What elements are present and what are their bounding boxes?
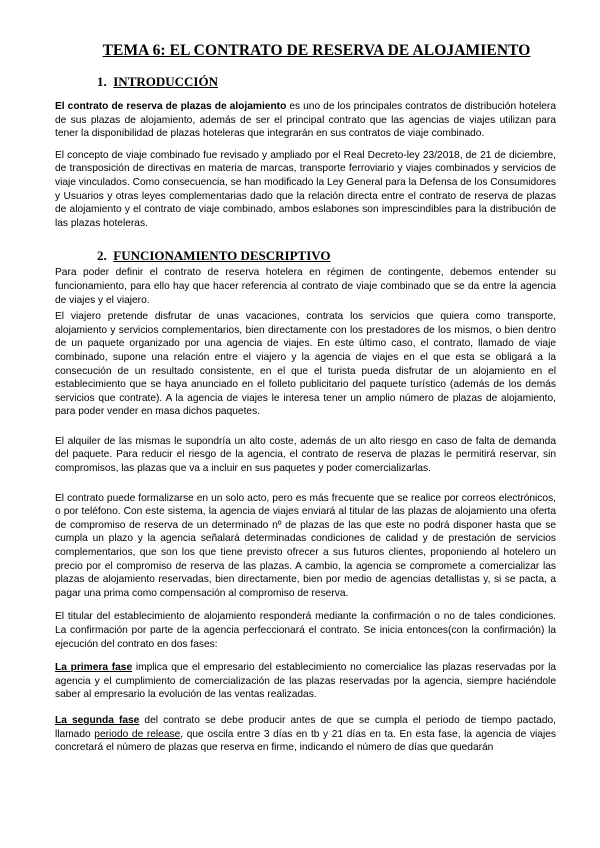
phase-1-paragraph — [55, 661, 556, 702]
func-paragraph-4: El contrato puede formalizarse en un solo acto, pero es más frecuente que se realice por correos electrónicos, o por teléfono. Con este sistema, la agencia de viajes enviará al titular de las plazas de alojamiento una oferta de compromiso de reserva de un determinado nº de plazas de las que este no podrá disponer hasta que se cumpla un plazo y la agencia señalará determinadas condiciones de calidad y de prestación de servicios complementarios, que son los que tiene previsto ofrecer a sus futuros clientes, proponiendo al hotelero un precio por el compromiso de reserva de las plazas. A cambio, la agencia se compromete a comercializar las plazas de alojamiento reservadas, bien directamente, bien por medio de agencias detallistas y, si se pacta, a pagar una prima como compensación al compromiso de reserva. — [55, 492, 556, 599]
section-number: 1. — [97, 74, 107, 89]
func-paragraph-3: El alquiler de las mismas le supondría un alto coste, además de un alto riesgo en caso de falta de demanda del paquete. Para reducir el riesgo de la agencia, el contrato de reserva de plazas le permitirá reservar, sin compromisos, las plazas que va a incluir en sus paquetes y poder comercializarlas. — [55, 435, 556, 475]
section-number: 2. — [97, 248, 107, 264]
document-title: TEMA 6: EL CONTRATO DE RESERVA DE ALOJAMIENTO — [102, 42, 531, 59]
intro-paragraph-2: El concepto de viaje combinado fue revisado y ampliado por el Real Decreto-ley 23/2018, de 21 de diciembre, de transposición de directivas en materia de marcas, transporte ferroviario y viajes combinados y servicios de viaje vinculados. Como consecuencia, se han modificado la Ley General para la Defensa de los Consumidores y Usuarios y otras leyes complementarias dado que la relación directa entre el contrato de reserva de plazas de alojamiento y el contrato de viaje combinado, ambos eslabones son imprescindibles para la distribución de las plazas hoteleras. — [55, 149, 556, 229]
phase-2-label: La segunda fase — [55, 714, 140, 726]
intro-bold-term: El contrato de reserva de plazas de alojamiento — [55, 101, 287, 112]
phase-2-text-a: del contrato se debe producir antes de que se cumpla el periodo de tiempo pactado, llamado — [55, 714, 556, 740]
section-heading-introduccion — [97, 74, 556, 90]
func-paragraph-5: El titular del establecimiento de alojamiento responderá mediante la confirmación o no de tales condiciones. La confirmación por parte de la agencia perfeccionará el contrato. Se inicia entonces(con la confirmación) la ejecución del contrato en dos fases: — [55, 611, 556, 650]
section-title: FUNCIONAMIENTO DESCRIPTIVO — [113, 248, 331, 264]
section-heading-funcionamiento — [97, 248, 556, 264]
release-term: periodo de release — [94, 728, 181, 740]
section-title: INTRODUCCIÓN — [113, 74, 218, 89]
phase-1-label: La primera fase — [55, 662, 133, 674]
phase-2-text-b: , que oscila entre 3 días en tb y 21 días en ta. En esta fase, la agencia de viajes concretará el número de plazas que reserva en firme, indicando el número de días que quedarán — [55, 728, 556, 754]
intro-text: es uno de los principales contratos de distribución hotelera de sus plazas de alojamiento, además de ser el principal contrato que las agencias de viajes utilizan para tener la disponibilidad de plazas hoteleras que integrarán en sus contratos de viaje combinado. — [55, 101, 556, 140]
phase-1-text: implica que el empresario del establecimiento no comercialice las plazas reservadas por la agencia y el cumplimiento de comercialización de las plazas reservadas por la agencia, siempre haciéndole saber al empresario la evolución de las ventas realizadas. — [55, 662, 556, 701]
intro-paragraph-1 — [55, 100, 556, 141]
phase-2-paragraph — [55, 714, 556, 755]
func-paragraph-1: Para poder definir el contrato de reserva hotelera en régimen de contingente, debemos entender su funcionamiento, para ello hay que hacer referencia al contrato de viaje combinado que se da entre la agencia de viajes y el viajero. — [55, 267, 556, 306]
func-paragraph-2: El viajero pretende disfrutar de unas vacaciones, contrata los servicios que quiera como transporte, alojamiento y servicios complementarios, bien directamente con los prestadores de los mismos, o bien dentro de un paquete organizado por una agencia de viajes. En este último caso, el contrato, llamado de viaje combinado, supone una relación entre el viajero y la agencia de viajes en el que esta se obligará a la consecución de un resultado consistente, en el que el turista pueda disfrutar de un alojamiento en el establecimiento que se haya anunciado en el folleto publicitario del paquete turístico (además de los demás servicios que contrate). A la agencia de viajes le interesa tener un amplio número de plazas de alojamiento, para poder vender en masa dichos paquetes. — [55, 311, 556, 418]
